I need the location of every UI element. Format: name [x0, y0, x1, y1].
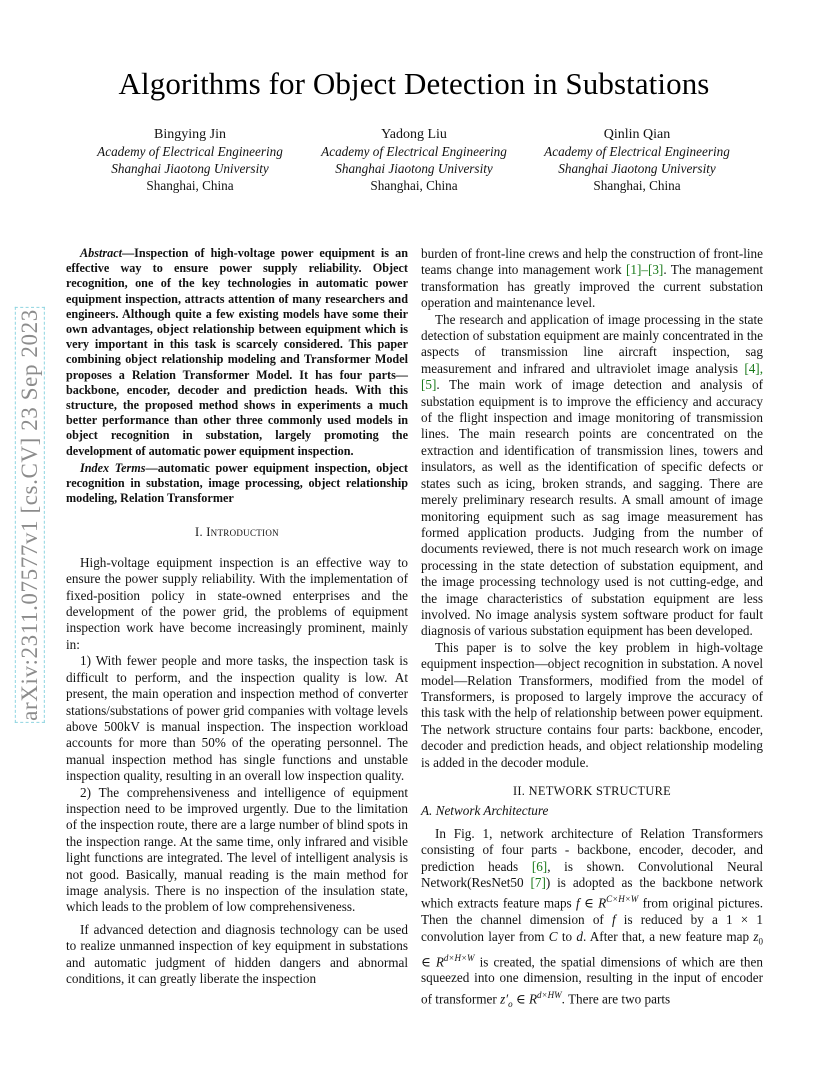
author-name: Yadong Liu	[381, 127, 447, 142]
abstract-text: —Inspection of high-voltage power equipment is an effective way to ensure power supply reliability. Object recognition, one of the key technologies in automatic power equipment inspection, attracts attention of many researchers and engineers. Although quite a few existing models have some their own advantages, object relationship between equipment which is very important in this task is scarcely considered. This paper combining object relationship modeling and Transformer Model proposes a Relation Transformer Model. It has four parts—backbone, encoder, decoder and prediction heads. With this structure, the proposed method shows in experiments a much better performance than other three commonly used models in object recognition in substation, largely promoting the development of automatic power equipment inspection.	[66, 246, 408, 458]
index-terms-label: Index Terms	[80, 460, 146, 475]
text-run: In Fig. 1, network architecture of Relation Transformers consisting of four parts - backbone, encoder, decoder, and prediction heads	[421, 825, 763, 874]
text-run: from original pictures. Then the channel dimension of	[421, 895, 764, 928]
math-expression: ∈ R	[512, 991, 538, 1007]
author-city: Shanghai, China	[370, 178, 458, 193]
left-column	[66, 246, 408, 987]
math-superscript: d×HW	[537, 989, 562, 1000]
author-university: Shanghai Jiaotong University	[335, 161, 493, 176]
math-expression: ∈ R	[421, 954, 444, 970]
text-run: is reduced by a 1 × 1 convolution layer from	[421, 912, 763, 944]
text-run: is created, the spatial dimensions of which are then squeezed into one dimension, resulting in the input of encoder of transformer	[421, 954, 763, 1007]
section-heading-introduction: I. Introduction	[195, 525, 279, 540]
author-name: Qinlin Qian	[603, 127, 671, 142]
subsection-heading: A. Network Architecture	[421, 803, 549, 819]
math-superscript: C×H×W	[606, 894, 639, 905]
text-run: . After that, a new feature map	[582, 928, 754, 944]
index-terms	[66, 461, 408, 507]
author-3	[527, 126, 747, 194]
text-run: , is shown. Convolutional Neural Network(ResNet50	[421, 858, 763, 891]
math-superscript: d×H×W	[443, 952, 475, 963]
arxiv-identifier-stamp	[14, 260, 46, 770]
section-heading-network-structure: II. NETWORK STRUCTURE	[512, 784, 672, 798]
text-run: to	[557, 928, 577, 944]
math-subscript: 0	[758, 936, 764, 947]
index-terms-text: —automatic power equipment inspection, object recognition in substation, image processing, object relationship modeling, Relation Transformer	[66, 460, 408, 506]
arxiv-identifier: arXiv:2311.07577v1 [cs.CV] 23 Sep 2023	[17, 309, 43, 721]
abstract	[66, 246, 408, 459]
math-expression: f ∈ R	[576, 895, 607, 911]
body-paragraph	[421, 246, 763, 312]
text-run: burden of front-line crews and help the construction of front-line teams change into management work	[421, 246, 763, 278]
citation-link[interactable]: [7]	[530, 875, 546, 891]
author-2	[304, 126, 524, 194]
math-subscript: o	[508, 998, 513, 1009]
intro-paragraph: 1) With fewer people and more tasks, the inspection task is difficult to perform, and the inspection quality is low. At present, the main operation and inspection method of converter stations/substations of power grid companies with voltage levels above 500kV is manual inspection. The inspection workload accounts for more than 50% of the operating personnel. The manual inspection method has single functions and unstable inspection quality, resulting in an overall low inspection quality.	[66, 653, 408, 784]
citation-link[interactable]: [6]	[531, 858, 548, 874]
paper-title: Algorithms for Object Detection in Substations	[118, 66, 710, 101]
math-expression: z′	[500, 991, 509, 1007]
math-expression: f	[611, 912, 616, 928]
author-department: Academy of Electrical Engineering	[97, 144, 283, 159]
author-department: Academy of Electrical Engineering	[321, 144, 507, 159]
math-expression: d	[576, 928, 583, 944]
abstract-label: Abstract	[80, 246, 122, 260]
math-expression: C	[548, 928, 558, 944]
math-expression: z	[753, 928, 759, 944]
citation-link[interactable]: [4], [5]	[421, 360, 763, 393]
author-department: Academy of Electrical Engineering	[544, 144, 730, 159]
text-run: The research and application of image processing in the state detection of substation equipment are mainly concentrated in the aspects of transmission line aircraft inspection, sag measurement and infrared and ultraviolet image analysis	[421, 311, 763, 376]
intro-paragraph: 2) The comprehensiveness and intelligence of equipment inspection need to be improved urgently. Due to the limitation of the inspection route, there are a large number of blind spots in the inspection range. At the same time, only infrared and visible light functions are integrated. The level of intelligent analysis is not good. Basically, manual reading is the main method for image analysis. There is no inspection of the insulation state, which leads to the problem of low comprehensiveness.	[66, 784, 408, 915]
author-city: Shanghai, China	[146, 178, 234, 193]
author-name: Bingying Jin	[154, 127, 226, 142]
author-block	[0, 126, 828, 196]
right-column	[421, 246, 763, 1012]
text-run: . The management transformation has greatly improved the current substation operation and maintenance level.	[421, 262, 764, 311]
text-run: . There are two parts	[561, 991, 671, 1007]
text-run: ) is adopted as the backbone network which extracts feature maps	[421, 875, 763, 911]
intro-paragraph: If advanced detection and diagnosis technology can be used to realize unmanned inspection of key equipment in substations and automatic judgment of hidden dangers and abnormal conditions, it can greatly liberate the inspection	[66, 921, 408, 987]
citation-link[interactable]: [1]–[3]	[625, 262, 664, 278]
author-city: Shanghai, China	[593, 178, 681, 193]
author-university: Shanghai Jiaotong University	[558, 161, 716, 176]
text-run: . The main work of image detection and analysis of substation equipment is to improve the efficiency and accuracy of the flight inspection and image monitoring of transmission lines. The main research points are concentrated on the extraction and identification of transmission lines, towers and insulators, as well as the identification of specific defects or states such as icing, broken strands, and sagging. There are merely preliminary research results. A small amount of image monitoring equipment such as sag image measurement has formed application products. Judging from the number of documents reviewed, there is not much research work on image processing in the state detection of substation equipment, and the image processing technology used is not cutting-edge, and the image characteristics of substation equipment are less involved. No image analysis system software product for fault diagnosis of various substation equipment has been developed.	[421, 377, 763, 639]
body-paragraph	[421, 312, 763, 640]
body-paragraph	[421, 826, 763, 1013]
body-paragraph: This paper is to solve the key problem in high-voltage equipment inspection—object recognition in substation. A novel model—Relation Transformers, modified from the model of Transformers, is proposed to largely improve the accuracy of this task with the help of relationship between power equipment. The network structure contains four parts: backbone, encoder, decoder and prediction heads, and object relationship modeling is added in the decoder module.	[421, 639, 763, 770]
author-university: Shanghai Jiaotong University	[111, 161, 269, 176]
intro-paragraph: High-voltage equipment inspection is an effective way to ensure the power supply reliability. With the implementation of fixed-position policy in state-owned enterprises and the development of the power grid, the problems of equipment inspection work have become increasingly prominent, mainly in:	[66, 554, 408, 652]
author-1	[80, 126, 300, 194]
